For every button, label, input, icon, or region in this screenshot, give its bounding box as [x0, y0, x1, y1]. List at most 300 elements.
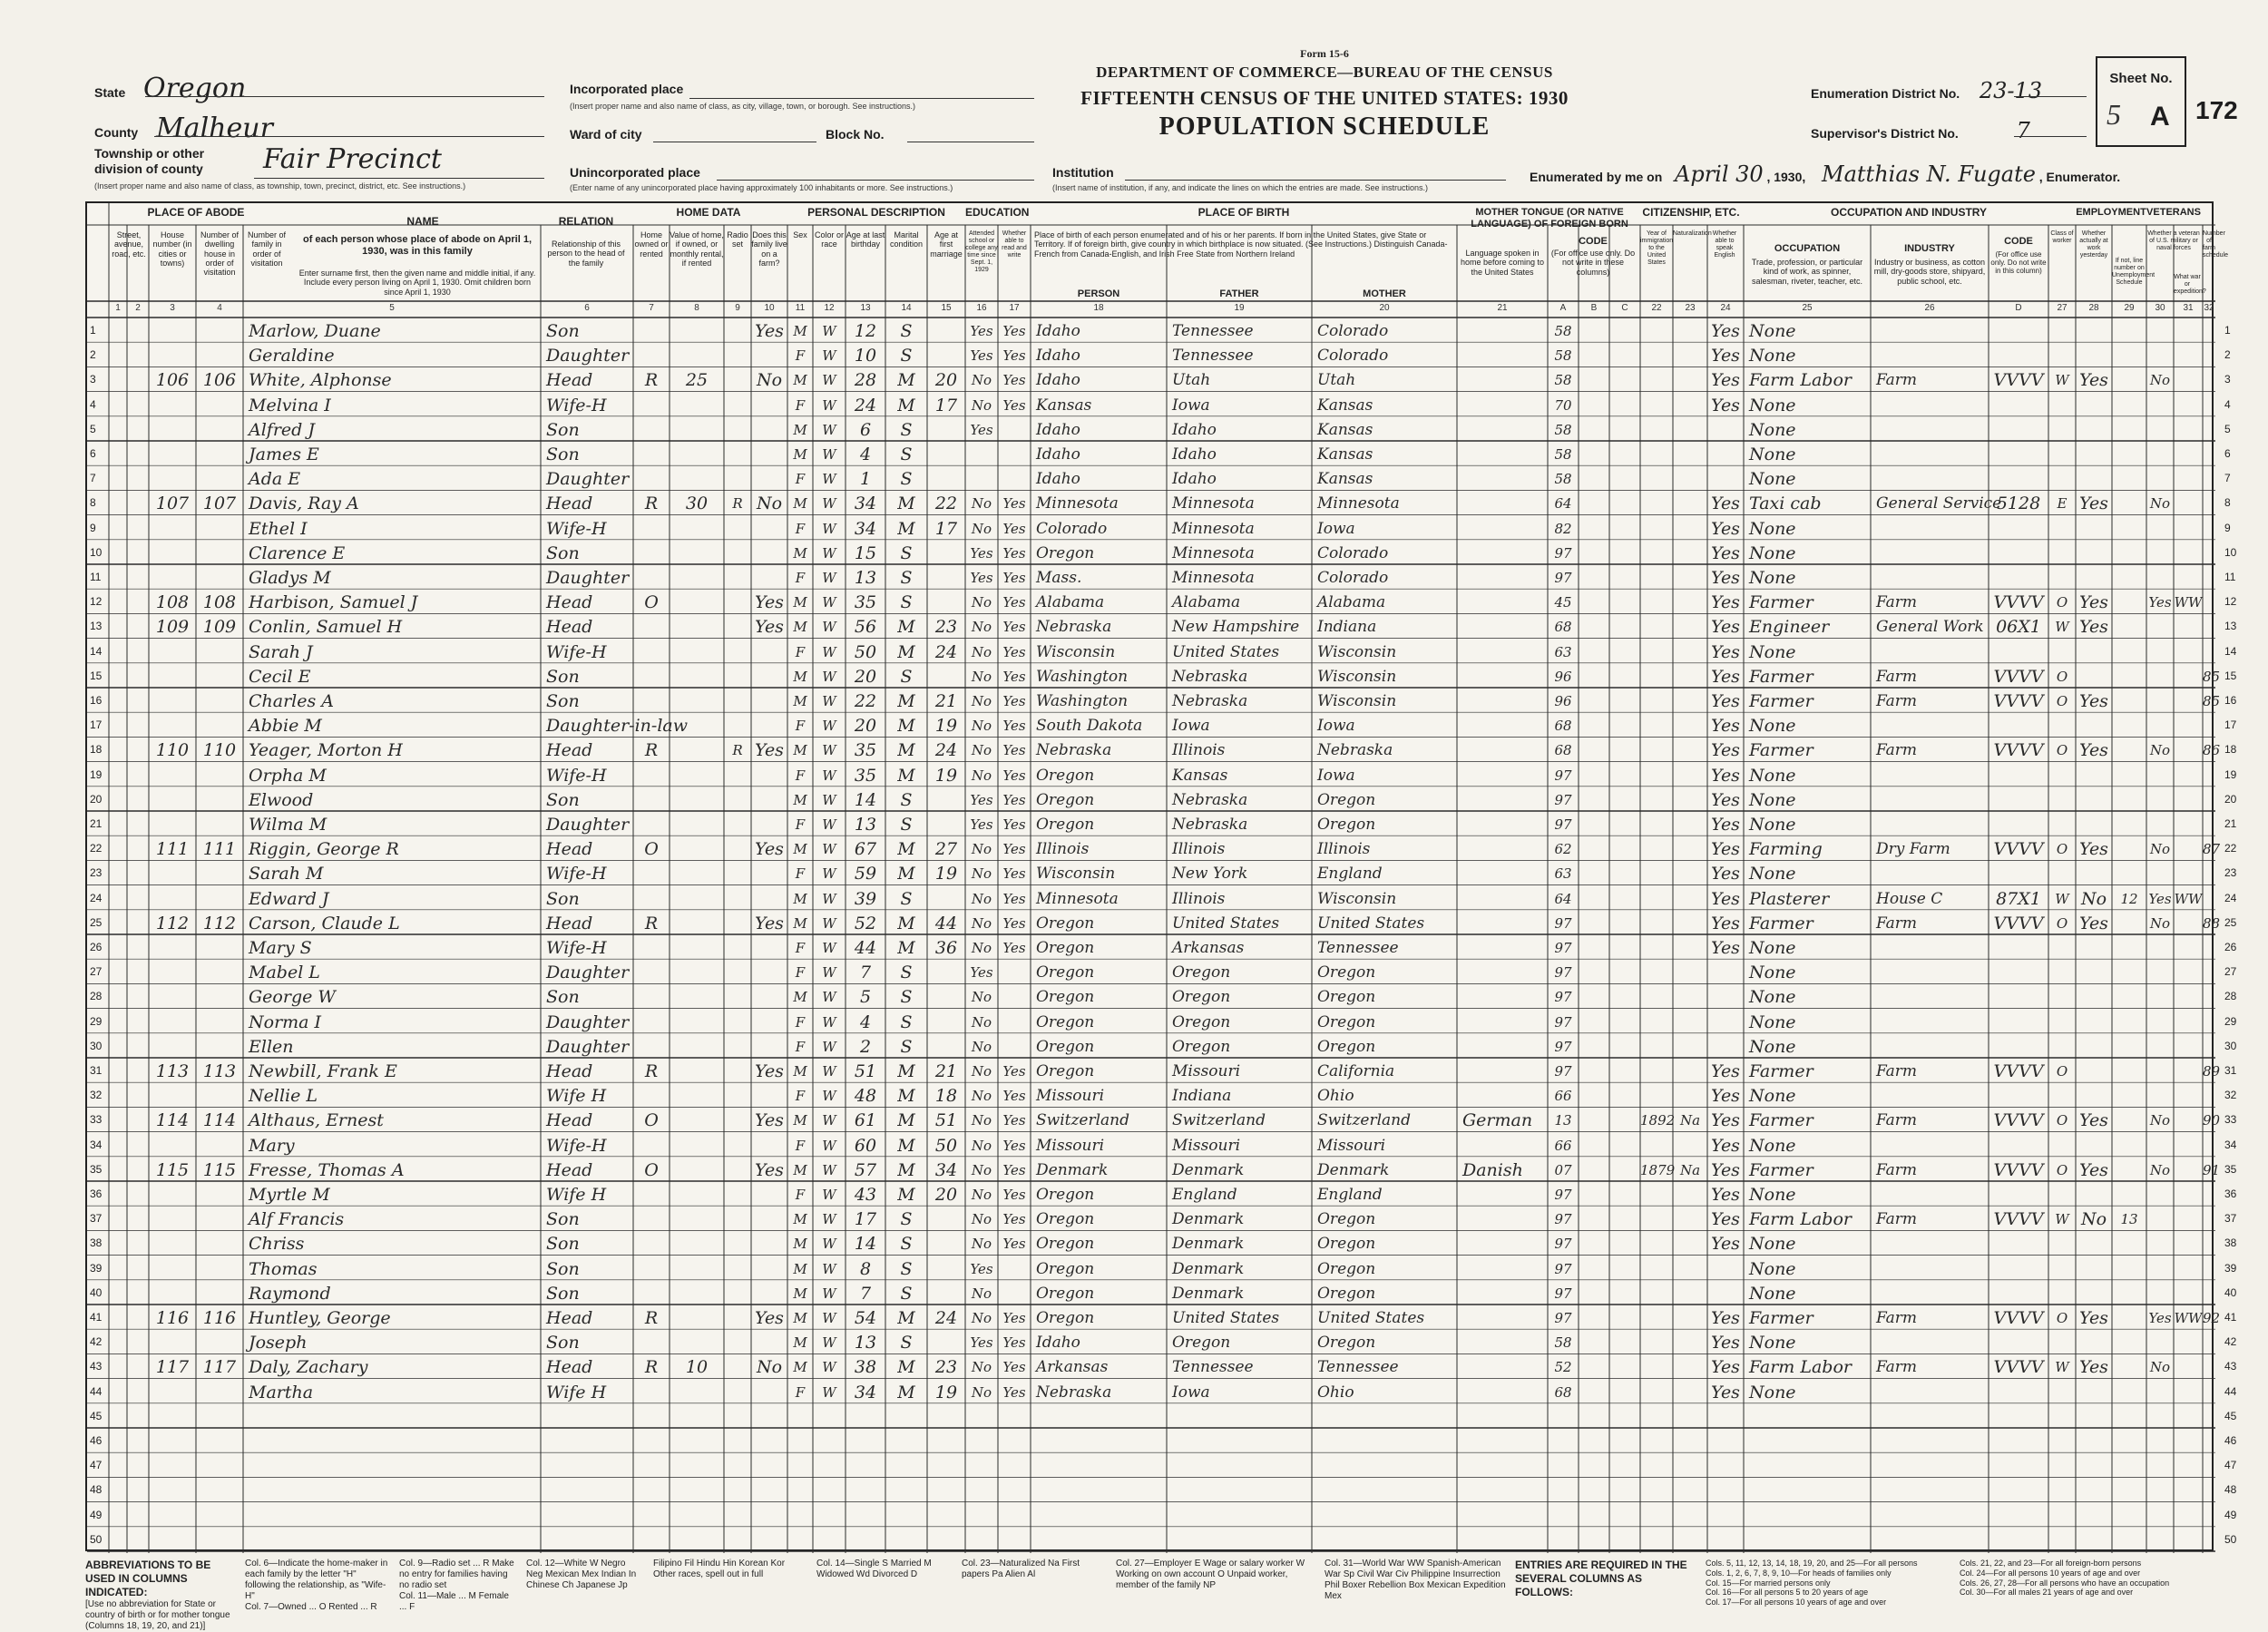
- cell-fpob: Oregon: [1172, 1334, 1231, 1353]
- cell-sex: M: [793, 1161, 807, 1178]
- table-row: [87, 1033, 2237, 1059]
- cell-ocode: VVVV: [1993, 370, 2044, 391]
- cell-sch: No: [971, 1359, 992, 1376]
- column-number: 4: [217, 303, 222, 313]
- cell-eng: Yes: [1711, 888, 1740, 909]
- cell-race: W: [822, 890, 836, 907]
- cell-mar: M: [897, 617, 915, 638]
- cell-code: 97: [1554, 791, 1572, 808]
- line-number-right: 44: [2224, 1384, 2237, 1398]
- cell-rel: Son: [546, 1333, 580, 1353]
- cell-race: W: [822, 1285, 836, 1302]
- incorporated-label: Incorporated place: [570, 82, 684, 96]
- footer-col9-text: Col. 9—Radio set ... R Make no entry for families having no radio set: [399, 1559, 514, 1590]
- cell-am: 21: [934, 1061, 958, 1081]
- footer-abbrev-title: ABBREVIATIONS TO BE USED IN COLUMNS INDICATED:: [85, 1559, 211, 1598]
- cell-work: Yes: [2079, 691, 2108, 711]
- supervisor-value: 7: [2016, 118, 2030, 143]
- cell-name: Abbie M: [249, 716, 322, 737]
- cell-val: 25: [685, 370, 709, 391]
- cell-race: W: [822, 495, 836, 513]
- cell-fpob: Iowa: [1172, 1383, 1210, 1402]
- cell-work: Yes: [2079, 1308, 2108, 1328]
- cell-sex: F: [795, 520, 806, 537]
- state-value: Oregon: [142, 73, 247, 104]
- cell-sch: Yes: [970, 421, 993, 438]
- unincorporated-underline: [717, 180, 1034, 181]
- table-row: [87, 1477, 2237, 1502]
- sheet-number: 5: [2107, 98, 2121, 131]
- cell-age: 28: [854, 370, 877, 391]
- cell-sex: M: [793, 1112, 807, 1129]
- cell-occ: None: [1749, 938, 1796, 958]
- cell-pob: Switzerland: [1036, 1111, 1130, 1130]
- cell-name: Charles A: [249, 691, 335, 711]
- cell-mpob: Iowa: [1317, 519, 1355, 538]
- enum-district-field: [1811, 78, 2042, 103]
- cell-rel: Daughter: [546, 346, 630, 366]
- cell-age: 17: [854, 1209, 877, 1230]
- cell-fpob: Switzerland: [1172, 1111, 1266, 1130]
- cell-fpob: Oregon: [1172, 988, 1231, 1007]
- column-number: 17: [1009, 303, 1020, 313]
- cell-work: Yes: [2079, 1110, 2108, 1131]
- table-row: [87, 762, 2237, 787]
- cell-eng: Yes: [1711, 494, 1740, 514]
- cell-name: Ethel I: [249, 518, 308, 539]
- line-number-right: 17: [2224, 718, 2237, 732]
- cell-ocode: VVVV: [1993, 740, 2044, 761]
- cell-sex: M: [793, 1310, 807, 1326]
- cell-mpob: Iowa: [1317, 717, 1355, 736]
- cell-code: 52: [1554, 1359, 1572, 1376]
- cell-eng: Yes: [1711, 1086, 1740, 1107]
- cell-mar: S: [900, 1258, 913, 1279]
- enum-district-underline: [2014, 96, 2087, 97]
- line-number: 26: [90, 941, 103, 953]
- cell-fpob: Arkansas: [1172, 939, 1245, 957]
- table-row: [87, 1009, 2237, 1034]
- col-veteran: Whether a veteran of U.S. military or naval forces: [2147, 230, 2200, 252]
- column-number: 10: [764, 303, 775, 313]
- cell-work: Yes: [2079, 617, 2108, 638]
- cell-pob: Oregon: [1036, 1186, 1095, 1204]
- cell-age: 54: [854, 1308, 877, 1328]
- cell-occ: None: [1749, 864, 1796, 884]
- cell-vet: No: [2149, 372, 2171, 389]
- line-number: 4: [90, 397, 96, 411]
- table-row: [87, 1329, 2237, 1354]
- table-row: [87, 490, 2231, 515]
- cell-ocode: VVVV: [1993, 592, 2044, 613]
- line-number: 50: [90, 1532, 103, 1546]
- cell-name: Clarence E: [249, 542, 346, 563]
- table-row: [87, 1132, 2237, 1158]
- cell-occ: None: [1749, 1283, 1796, 1304]
- cell-code: 97: [1554, 964, 1572, 982]
- cell-mpob: Alabama: [1317, 593, 1386, 612]
- cell-name: Melvina I: [249, 395, 331, 415]
- cell-fs: 85: [2203, 668, 2221, 685]
- cell-race: W: [822, 1038, 836, 1055]
- cell-work: Yes: [2079, 370, 2108, 391]
- table-row: [87, 564, 2236, 590]
- cell-am: 34: [934, 1159, 958, 1180]
- cell-age: 56: [854, 617, 877, 638]
- cell-age: 7: [859, 1283, 872, 1304]
- line-number: 12: [90, 595, 103, 609]
- cell-pob: Arkansas: [1036, 1358, 1109, 1377]
- cell-race: W: [822, 964, 836, 982]
- cell-rw: Yes: [1002, 1211, 1026, 1228]
- cell-name: Raymond: [249, 1283, 331, 1304]
- cell-radio: R: [732, 742, 743, 759]
- cell-unemp: 12: [2120, 890, 2138, 907]
- line-number-right: 41: [2224, 1311, 2237, 1324]
- line-number-right: 45: [2224, 1409, 2237, 1422]
- cell-race: W: [822, 940, 836, 956]
- supervisor-underline: [2014, 136, 2087, 137]
- cell-pob: Oregon: [1036, 816, 1095, 834]
- county-underline: [154, 136, 544, 137]
- cell-dwell: 112: [155, 913, 190, 933]
- cell-sex: M: [793, 372, 807, 389]
- cell-rel: Daughter-in-law: [546, 716, 688, 737]
- cell-cls: O: [2056, 1112, 2068, 1129]
- cell-rel: Head: [546, 494, 593, 514]
- enumerator-label: , Enumerator.: [2038, 170, 2121, 184]
- block-label: Block No.: [826, 127, 885, 142]
- cell-fpob: Denmark: [1172, 1284, 1245, 1303]
- col-code2: CODE: [2004, 236, 2033, 247]
- col-dwelling: Number of dwelling house in order of visitation: [200, 230, 240, 278]
- column-number: 29: [2124, 303, 2135, 313]
- cell-sex: M: [793, 1260, 807, 1277]
- cell-occ: Farmer: [1749, 1110, 1813, 1131]
- line-number-right: 31: [2224, 1064, 2237, 1077]
- cell-dwell: 110: [155, 740, 190, 761]
- cell-name: Newbill, Frank E: [249, 1061, 397, 1081]
- institution-note: (Insert name of institution, if any, and indicate the lines on which the entries are made. See instructions.): [1052, 183, 1429, 192]
- line-number-right: 5: [2224, 422, 2231, 435]
- cell-rw: Yes: [1002, 372, 1026, 389]
- col-home-value: Value of home, if owned, or monthly rental, if rented: [670, 230, 724, 269]
- cell-own: O: [644, 839, 659, 860]
- table-row: [87, 1082, 2237, 1108]
- line-number: 37: [90, 1212, 103, 1226]
- cell-mpob: Oregon: [1317, 1037, 1376, 1056]
- group-personal-description: PERSONAL DESCRIPTION: [807, 206, 945, 219]
- cell-mar: S: [900, 888, 913, 909]
- footer-col23: [962, 1559, 1107, 1580]
- cell-name: Ellen: [249, 1036, 294, 1057]
- column-number: 2: [135, 303, 141, 313]
- line-number-right: 42: [2224, 1335, 2237, 1349]
- cell-am: 17: [934, 395, 958, 415]
- cell-ocode: VVVV: [1993, 1159, 2044, 1180]
- cell-sch: No: [971, 989, 992, 1006]
- cell-mpob: California: [1317, 1062, 1395, 1080]
- cell-fpob: Tennessee: [1172, 322, 1254, 340]
- cell-work: Yes: [2079, 1357, 2108, 1378]
- cell-ind: Farm: [1876, 741, 1918, 760]
- cell-nat: Na: [1679, 1112, 1701, 1129]
- cell-rw: Yes: [1002, 347, 1026, 365]
- cell-code: 45: [1554, 594, 1572, 611]
- col-house-no: House number (in cities or towns): [152, 230, 192, 269]
- cell-race: W: [822, 1187, 836, 1203]
- cell-ind: House C: [1876, 889, 1943, 908]
- line-number-right: 19: [2224, 767, 2237, 781]
- cell-occ: None: [1749, 568, 1796, 588]
- cell-fs: 91: [2203, 1161, 2221, 1178]
- line-number-right: 1: [2224, 324, 2231, 337]
- cell-sex: F: [795, 767, 806, 784]
- cell-occ: None: [1749, 641, 1796, 662]
- cell-fpob: Missouri: [1172, 1136, 1241, 1155]
- table-row: [87, 836, 2237, 861]
- line-number: 49: [90, 1508, 103, 1521]
- cell-code: 58: [1554, 372, 1572, 389]
- cell-ind: Farm: [1876, 914, 1918, 933]
- line-number-right: 39: [2224, 1261, 2237, 1275]
- cell-farm: Yes: [755, 592, 784, 613]
- cell-sex: M: [793, 421, 807, 438]
- cell-occ: None: [1749, 469, 1796, 490]
- cell-mpob: Kansas: [1317, 445, 1374, 464]
- cell-mar: S: [900, 542, 913, 563]
- cell-unemp: 13: [2120, 1211, 2138, 1228]
- cell-mar: M: [897, 1357, 915, 1378]
- cell-occ: None: [1749, 321, 1796, 341]
- line-number-right: 36: [2224, 1187, 2237, 1200]
- cell-rw: Yes: [1002, 1359, 1026, 1376]
- line-number-right: 10: [2224, 545, 2237, 559]
- cell-mar: S: [900, 445, 913, 464]
- cell-mar: M: [897, 716, 915, 737]
- cell-name: Myrtle M: [249, 1185, 330, 1205]
- cell-rel: Head: [546, 1308, 593, 1328]
- cell-mpob: Oregon: [1317, 1284, 1376, 1303]
- cell-mar: M: [897, 1061, 915, 1081]
- cell-farm: Yes: [755, 913, 784, 933]
- cell-race: W: [822, 1260, 836, 1277]
- cell-farm: Yes: [755, 321, 784, 341]
- state-field: [94, 73, 246, 104]
- cell-fam: 115: [202, 1159, 237, 1180]
- cell-vet: No: [2149, 1112, 2171, 1129]
- cell-rel: Son: [546, 1234, 580, 1255]
- column-number: 18: [1093, 303, 1104, 313]
- cell-sch: No: [971, 1161, 992, 1178]
- column-number: 9: [735, 303, 740, 313]
- cell-fpob: Missouri: [1172, 1062, 1241, 1080]
- col-code2-note: (For office use only. Do not write in this column): [1990, 250, 2047, 276]
- table-row: [87, 318, 2231, 343]
- cell-fpob: Idaho: [1172, 470, 1217, 489]
- cell-pob: Idaho: [1036, 470, 1080, 489]
- cell-code: 97: [1554, 989, 1572, 1006]
- col-sex: Sex: [793, 230, 807, 239]
- table-row: [87, 1206, 2237, 1231]
- cell-fam: 108: [202, 592, 237, 613]
- footer-entries-title: [1515, 1559, 1696, 1599]
- cell-mpob: Iowa: [1317, 766, 1355, 785]
- cell-occ: None: [1749, 987, 1796, 1008]
- cell-fpob: Nebraska: [1172, 667, 1248, 686]
- cell-cls: O: [2056, 1310, 2068, 1326]
- cell-pob: Oregon: [1036, 1259, 1095, 1278]
- line-number: 14: [90, 644, 103, 658]
- cell-sch: No: [971, 372, 992, 389]
- cell-name: Mary S: [249, 938, 312, 958]
- unincorporated-label: Unincorporated place: [570, 165, 700, 180]
- line-number-right: 23: [2224, 866, 2237, 880]
- column-number: 26: [1924, 303, 1935, 313]
- col-english: Whether able to speak English: [1712, 230, 1737, 259]
- cell-fpob: Oregon: [1172, 963, 1231, 982]
- cell-ind: General Work: [1876, 618, 1984, 637]
- cell-fpob: United States: [1172, 914, 1280, 933]
- cell-age: 4: [859, 1011, 872, 1032]
- cell-fam: 107: [202, 494, 237, 514]
- line-number: 17: [90, 718, 103, 732]
- cell-age: 6: [859, 419, 872, 440]
- line-number-right: 22: [2224, 842, 2237, 855]
- cell-age: 2: [859, 1036, 872, 1057]
- cell-eng: Yes: [1711, 321, 1740, 341]
- cell-occ: None: [1749, 1185, 1796, 1205]
- cell-sex: F: [795, 347, 806, 365]
- table-row: [87, 688, 2237, 713]
- cell-ind: Farm: [1876, 1358, 1918, 1377]
- cell-fpob: Minnesota: [1172, 494, 1255, 513]
- footer-col14: [816, 1559, 953, 1580]
- line-number: 29: [90, 1014, 103, 1028]
- cell-eng: Yes: [1711, 839, 1740, 860]
- cell-mar: S: [900, 1036, 913, 1057]
- line-number-right: 18: [2224, 743, 2237, 757]
- county-label: County: [94, 125, 139, 140]
- cell-pob: South Dakota: [1036, 717, 1143, 736]
- cell-rel: Son: [546, 542, 580, 563]
- enum-district-value: 23-13: [1979, 78, 2043, 103]
- enumerator-name: Matthias N. Fugate: [1822, 161, 2036, 187]
- cell-farm: Yes: [755, 1308, 784, 1328]
- footer-entries-a: [1706, 1559, 1950, 1608]
- cell-fpob: Oregon: [1172, 1037, 1231, 1056]
- cell-am: 19: [934, 864, 958, 884]
- cell-name: Harbison, Samuel J: [249, 592, 418, 613]
- ward-label: Ward of city: [570, 127, 642, 142]
- cell-occ: None: [1749, 716, 1796, 737]
- cell-fpob: Denmark: [1172, 1259, 1245, 1278]
- cell-age: 8: [859, 1258, 872, 1279]
- table-row: [87, 910, 2237, 935]
- cell-rw: Yes: [1002, 693, 1026, 709]
- line-number: 24: [90, 891, 103, 904]
- cell-eng: Yes: [1711, 592, 1740, 613]
- cell-rw: Yes: [1002, 865, 1026, 883]
- cell-fam: 111: [202, 839, 237, 860]
- cell-rel: Son: [546, 888, 580, 909]
- footer-abbrev-note: [Use no abbreviation for State or country of birth or for mother tongue (Columns 18, 19, 20, and 21)]: [85, 1599, 230, 1631]
- cell-occ: Engineer: [1749, 617, 1830, 638]
- cell-name: Yeager, Morton H: [249, 740, 403, 761]
- cell-sch: No: [971, 1285, 992, 1302]
- line-number: 22: [90, 842, 103, 855]
- line-number-right: 38: [2224, 1236, 2237, 1250]
- cell-sch: No: [971, 1088, 992, 1105]
- cell-rel: Wife-H: [546, 765, 607, 786]
- cell-farm: No: [756, 370, 783, 391]
- cell-name: Nellie L: [249, 1086, 318, 1107]
- cell-rel: Son: [546, 445, 580, 464]
- cell-age: 34: [854, 1382, 877, 1402]
- cell-sch: No: [971, 1063, 992, 1080]
- line-number-right: 20: [2224, 792, 2237, 806]
- cell-code: 58: [1554, 446, 1572, 463]
- cell-sex: M: [793, 1211, 807, 1228]
- line-number: 2: [90, 348, 96, 362]
- cell-mpob: Tennessee: [1317, 1358, 1399, 1377]
- cell-fam: 117: [202, 1357, 237, 1378]
- line-number-right: 33: [2224, 1113, 2237, 1127]
- col-family: Number of family in order of visitation: [247, 230, 287, 269]
- supervisor-field: [1811, 118, 2030, 143]
- cell-eng: Yes: [1711, 1135, 1740, 1156]
- footer-col31: [1325, 1559, 1506, 1602]
- state-underline: [145, 96, 544, 97]
- cell-ocode: VVVV: [1993, 691, 2044, 711]
- cell-age: 7: [859, 963, 872, 983]
- cell-mpob: Minnesota: [1317, 494, 1400, 513]
- cell-mpob: Kansas: [1317, 470, 1374, 489]
- cell-cls: O: [2056, 668, 2068, 685]
- cell-mpob: Wisconsin: [1317, 692, 1397, 710]
- cell-cls: W: [2055, 372, 2069, 389]
- cell-name: Daly, Zachary: [249, 1357, 368, 1378]
- cell-dwell: 116: [155, 1308, 190, 1328]
- cell-cls: O: [2056, 841, 2068, 858]
- cell-age: 22: [854, 691, 877, 711]
- cell-rw: Yes: [1002, 643, 1026, 660]
- cell-am: 22: [934, 494, 958, 514]
- cell-name: White, Alphonse: [249, 370, 392, 391]
- cell-cls: O: [2056, 693, 2068, 709]
- line-number-right: 16: [2224, 694, 2237, 707]
- cell-mar: M: [897, 1110, 915, 1131]
- cell-mar: S: [900, 1011, 913, 1032]
- cell-mar: S: [900, 666, 913, 687]
- cell-own: R: [644, 494, 659, 514]
- line-number-right: 43: [2224, 1360, 2237, 1373]
- cell-pob: Idaho: [1036, 347, 1080, 366]
- line-number: 33: [90, 1113, 103, 1127]
- cell-ocode: 06X1: [1996, 617, 2041, 638]
- cell-ocode: VVVV: [1993, 1308, 2044, 1328]
- cell-age: 15: [854, 542, 877, 563]
- cell-rw: Yes: [1002, 1236, 1026, 1253]
- column-number: A: [1559, 303, 1567, 313]
- cell-dwell: 109: [155, 617, 190, 638]
- cell-name: Mary: [249, 1135, 295, 1156]
- cell-mpob: Oregon: [1317, 816, 1376, 834]
- cell-code: 97: [1554, 914, 1572, 932]
- column-number: 21: [1497, 303, 1508, 313]
- cell-rw: Yes: [1002, 396, 1026, 414]
- cell-mar: M: [897, 691, 915, 711]
